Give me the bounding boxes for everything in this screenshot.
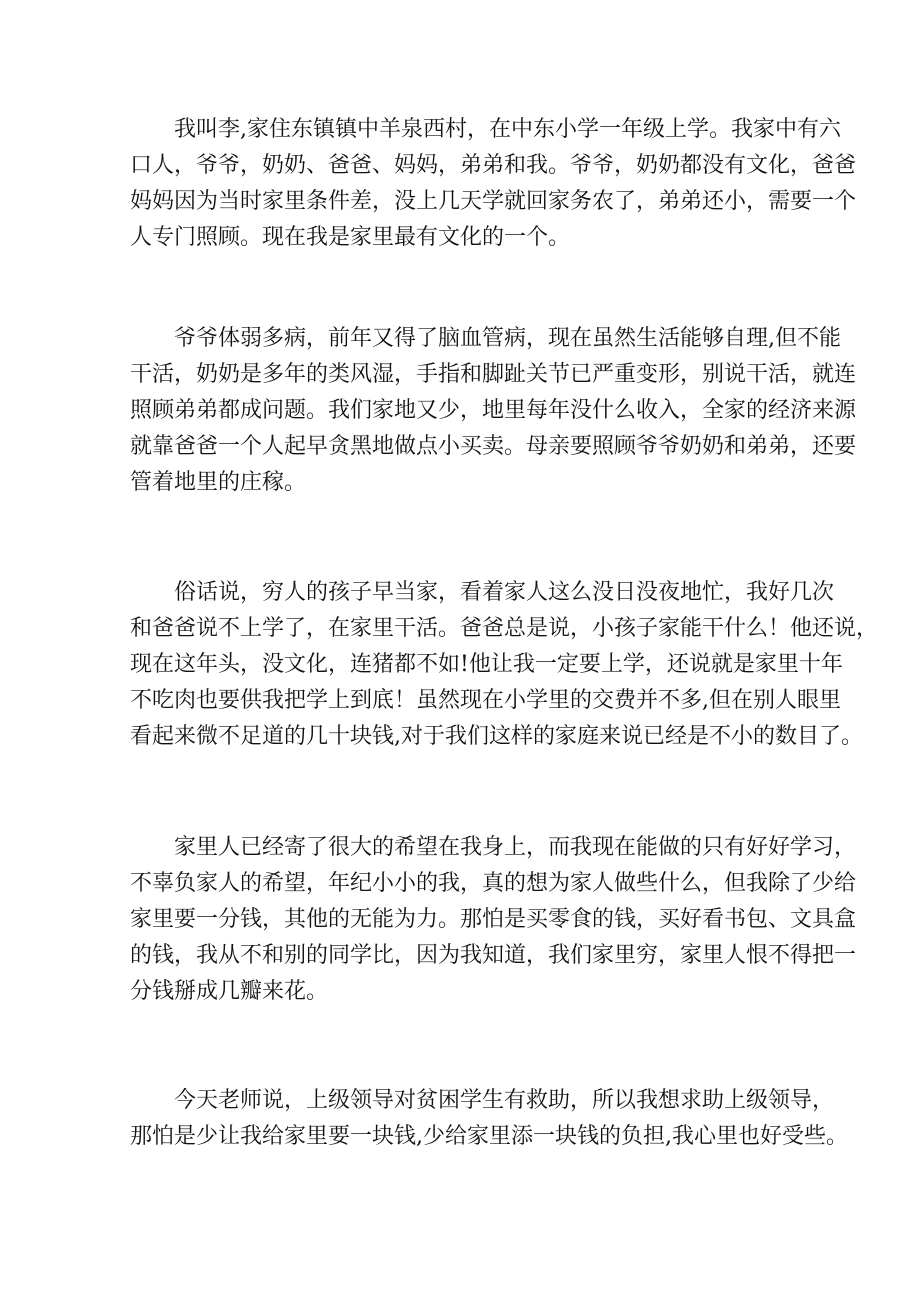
paragraph-line: 家里人已经寄了很大的希望在我身上，而我现在能做的只有好好学习， bbox=[174, 835, 857, 860]
paragraph-family-health bbox=[130, 321, 856, 501]
paragraph-line: 照顾弟弟都成问题。我们家地又少，地里每年没什么收入，全家的经济来源 bbox=[130, 398, 857, 423]
paragraph-line: 的钱，我从不和别的同学比，因为我知道，我们家里穷，家里人恨不得把一 bbox=[130, 943, 857, 968]
paragraph-line: 就靠爸爸一个人起早贪黑地做点小买卖。母亲要照顾爷爷奶奶和弟弟，还要 bbox=[130, 434, 857, 459]
paragraph-hopes bbox=[130, 830, 856, 1010]
paragraph-family-intro bbox=[130, 112, 856, 256]
paragraph-line: 俗话说，穷人的孩子早当家，看着家人这么没日没夜地忙，我好几次 bbox=[174, 580, 835, 605]
paragraph-line: 我叫李,家住东镇镇中羊泉西村，在中东小学一年级上学。我家中有六 bbox=[174, 117, 841, 142]
paragraph-line: 人专门照顾。现在我是家里最有文化的一个。 bbox=[130, 225, 571, 250]
paragraph-line: 看起来微不足道的几十块钱,对于我们这样的家庭来说已经是不小的数目了。 bbox=[130, 724, 863, 749]
paragraph-line: 分钱掰成几瓣来花。 bbox=[130, 979, 329, 1004]
paragraph-line: 不吃肉也要供我把学上到底！虽然现在小学里的交费并不多,但在别人眼里 bbox=[130, 688, 841, 713]
paragraph-line: 爷爷体弱多病，前年又得了脑血管病，现在虽然生活能够自理,但不能 bbox=[174, 326, 841, 351]
paragraph-line: 今天老师说，上级领导对贫困学生有救助，所以我想求助上级领导， bbox=[174, 1088, 835, 1113]
paragraph-request bbox=[130, 1083, 848, 1155]
paragraph-line: 那怕是少让我给家里要一块钱,少给家里添一块钱的负担,我心里也好受些。 bbox=[130, 1124, 848, 1149]
paragraph-line: 管着地里的庄稼。 bbox=[130, 470, 307, 495]
paragraph-line: 家里要一分钱，其他的无能为力。那怕是买零食的钱，买好看书包、文具盒 bbox=[130, 907, 857, 932]
paragraph-schooling bbox=[130, 575, 878, 755]
paragraph-line: 不辜负家人的希望，年纪小小的我，真的想为家人做些什么，但我除了少给 bbox=[130, 871, 857, 896]
paragraph-line: 干活，奶奶是多年的类风湿，手指和脚趾关节已严重变形，别说干活，就连 bbox=[130, 362, 857, 387]
paragraph-line: 现在这年头，没文化，连猪都不如!他让我一定要上学，还说就是家里十年 bbox=[130, 652, 843, 677]
paragraph-line: 口人，爷爷，奶奶、爸爸、妈妈，弟弟和我。爷爷，奶奶都没有文化，爸爸 bbox=[130, 153, 857, 178]
paragraph-line: 妈妈因为当时家里条件差，没上几天学就回家务农了，弟弟还小，需要一个 bbox=[130, 189, 857, 214]
paragraph-line: 和爸爸说不上学了，在家里干活。爸爸总是说，小孩子家能干什么！他还说， bbox=[130, 616, 879, 641]
